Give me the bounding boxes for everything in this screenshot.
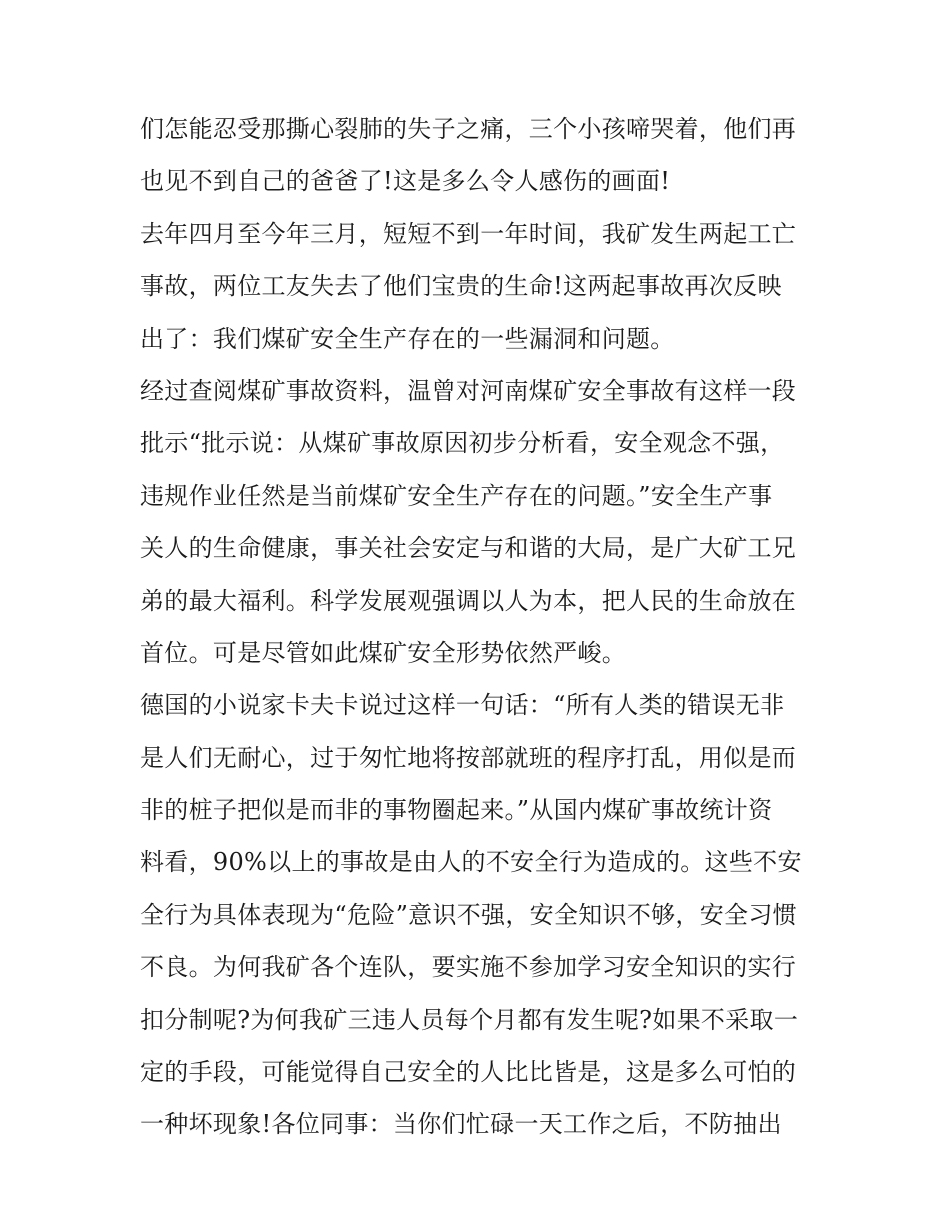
text-line: 出了：我们煤矿安全生产存在的一些漏洞和问题。 [140, 324, 675, 353]
text-line: 事故，两位工友失去了他们宝贵的生命!这两起事故再次反映 [140, 272, 782, 301]
text-line: 去年四月至今年三月，短短不到一年时间，我矿发生两起工亡 [140, 219, 797, 248]
text-line: 全行为具体表现为“危险”意识不强，安全知识不够，安全习惯 [140, 900, 797, 929]
text-line: 料看，90%以上的事故是由人的不安全行为造成的。这些不安 [140, 848, 802, 877]
text-line: 关人的生命健康，事关社会安定与和谐的大局，是广大矿工兄 [140, 534, 797, 563]
body-text [140, 103, 820, 1151]
text-line: 经过查阅煤矿事故资料，温曾对河南煤矿安全事故有这样一段 [140, 376, 797, 405]
text-line: 弟的最大福利。科学发展观强调以人为本，把人民的生命放在 [140, 586, 797, 615]
text-line: 首位。可是尽管如此煤矿安全形势依然严峻。 [140, 638, 626, 667]
text-line: 定的手段，可能觉得自己安全的人比比皆是，这是多么可怕的 [140, 1058, 797, 1087]
text-line: 违规作业任然是当前煤矿安全生产存在的问题。”安全生产事 [140, 481, 773, 510]
text-line: 批示“批示说：从煤矿事故原因初步分析看，安全观念不强， [140, 429, 785, 458]
text-line: 也见不到自己的爸爸了!这是多么令人感伤的画面! [140, 167, 671, 196]
text-line: 一种坏现象!各位同事：当你们忙碌一天工作之后，不防抽出 [140, 1110, 782, 1139]
text-line: 扣分制呢?为何我矿三违人员每个月都有发生呢?如果不采取一 [140, 1005, 799, 1034]
text-line: 不良。为何我矿各个连队，要实施不参加学习安全知识的实行 [140, 953, 797, 982]
text-line: 非的桩子把似是而非的事物圈起来。”从国内煤矿事故统计资 [140, 796, 773, 825]
text-line: 们怎能忍受那撕心裂肺的失子之痛，三个小孩啼哭着，他们再 [140, 115, 797, 143]
text-line: 德国的小说家卡夫卡说过这样一句话：“所有人类的错误无非 [140, 691, 785, 720]
text-line: 是人们无耐心，过于匆忙地将按部就班的程序打乱，用似是而 [140, 743, 797, 772]
